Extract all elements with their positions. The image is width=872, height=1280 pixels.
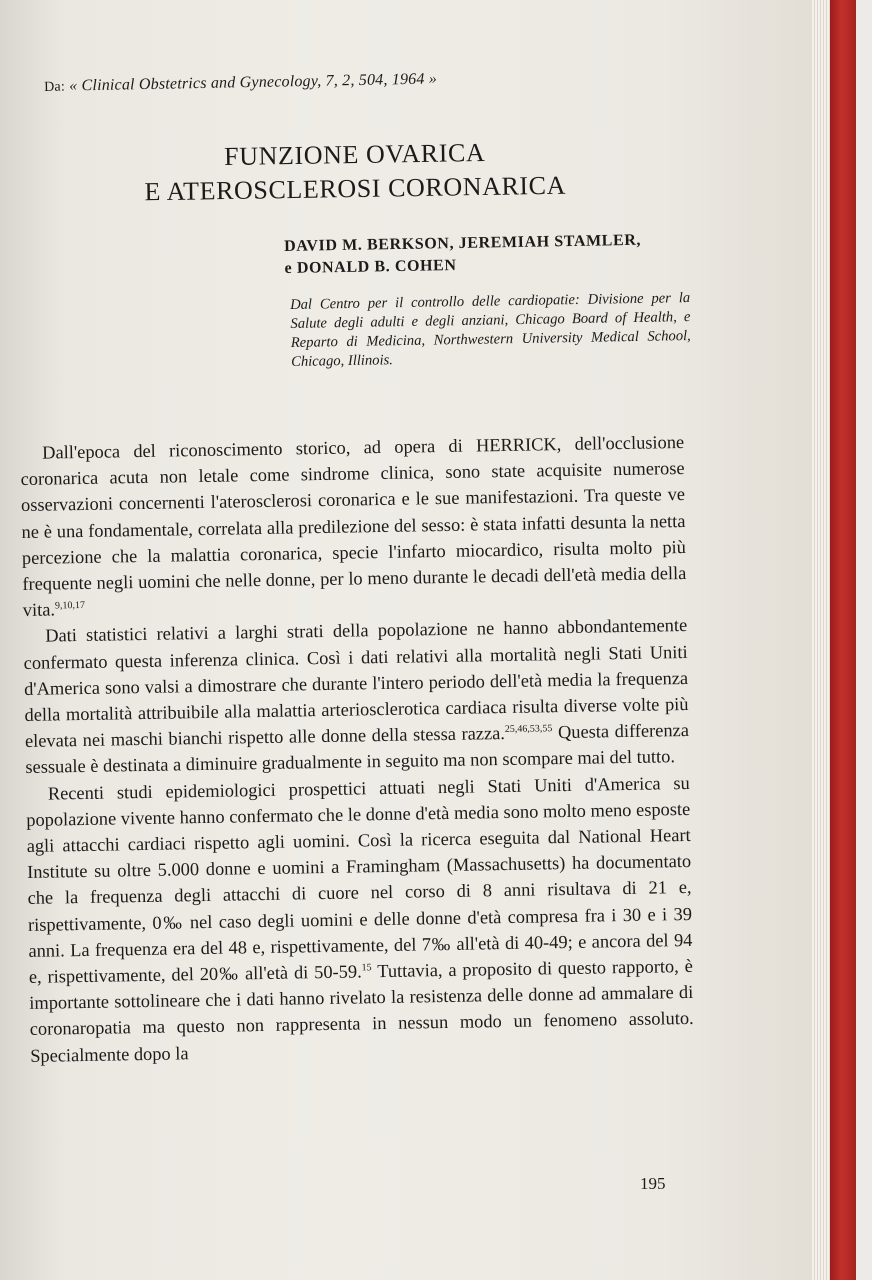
source-journal: « Clinical Obstetrics and Gynecology, 7, 2, 504, 1964 » [69,70,438,95]
article-title [119,134,590,209]
paragraph-2-text-a: Dati statistici relativi a larghi strati della popolazione ne hanno abbondantemente confermato questa inferenza clinica. Così i dati relativi alla mortalità negli Stati Uniti d'America sono valsi a dimostrare che durante l'intero periodo dell'età media la frequenza della mortalità attribuibile alla malattia arteriosclerotica cardiaca risulta diverse volte più elevata nei maschi bianchi rispetto alle donne della stessa razza. [23,615,689,752]
affiliation: Dal Centro per il controllo delle cardiopatie: Divisione per la Salute degli adulti e degli anziani, Chicago Board of Health, e Reparto di Medicina, Northwestern University Medical School, Chicago, Illinois. [290,290,691,370]
paragraph-3-text-a: Recenti studi epidemiologici prospettici attuati negli Stati Uniti d'America su popolazione vivente hanno confermato che le donne d'età media sono molto meno esposte agli attacchi cardiaci rispetto agli uomini. Così la ricerca eseguita dal National Heart Institute su oltre 5.000 donne e uomini a Framingham (Massachusetts) ha documentato che la frequenza degli attacchi di cuore nel corso di 8 anni risultava di 21 e, rispettivamente, 0‰ nel caso degli uomini e delle donne d'età compresa fra i 30 e i 39 anni. La frequenza era del 48 e, rispettivamente, del 7‰ all'età di 40-49; e ancora del 94 e, rispettivamente, del 20‰ all'età di 50-59. [26,772,693,987]
title-line-1: FUNZIONE OVARICA [223,137,486,172]
paragraph-1-text: Dall'epoca del riconoscimento storico, ad opera di HERRICK, dell'occlusione coronarica acuta non letale come sindrome clinica, sono state acquisite numerose osservazioni concernenti l'aterosclerosi coronarica e le sue manifestazioni. Tra queste ve ne è una fondamentale, correlata alla predilezione del sesso: è stata infatti desunta la netta percezione che la malattia coronarica, specie l'infarto miocardico, risulta molto più frequente negli uomini che nelle donne, per lo meno durante le decadi dell'età media della vita. [20,431,687,621]
reference-marker: 9,10,17 [54,600,86,612]
paragraph-2 [23,612,690,780]
background [856,0,872,1280]
title-line-2: E ATEROSCLEROSI CORONARICA [144,170,567,207]
paragraph-3 [26,770,695,1069]
reference-marker: 25,46,53,55 [504,723,553,736]
authors-line-1: DAVID M. BERKSON, JEREMIAH STAMLER, [284,231,642,255]
red-book-cover [830,0,856,1280]
article-body [20,429,694,1069]
paragraph-3-text-b: Tuttavia, a proposito di questo rapporto, è importante sottolineare che i dati hanno rivelato la resistenza delle donne ad ammalare di coronaropatia ma questo non rappresenta in nessun modo un fenomeno assoluto. Specialmente dopo la [29,955,694,1066]
authors [284,230,642,280]
authors-line-2: e DONALD B. COHEN [284,256,457,277]
paragraph-2-text-b: Questa differenza sessuale è destinata a diminuire gradualmente in seguito ma non scompare mai del tutto. [25,720,690,778]
page-number: 195 [640,1174,666,1193]
reference-marker: 15 [361,962,372,974]
paragraph-1 [20,429,687,623]
source-prefix: Da: [44,79,66,95]
